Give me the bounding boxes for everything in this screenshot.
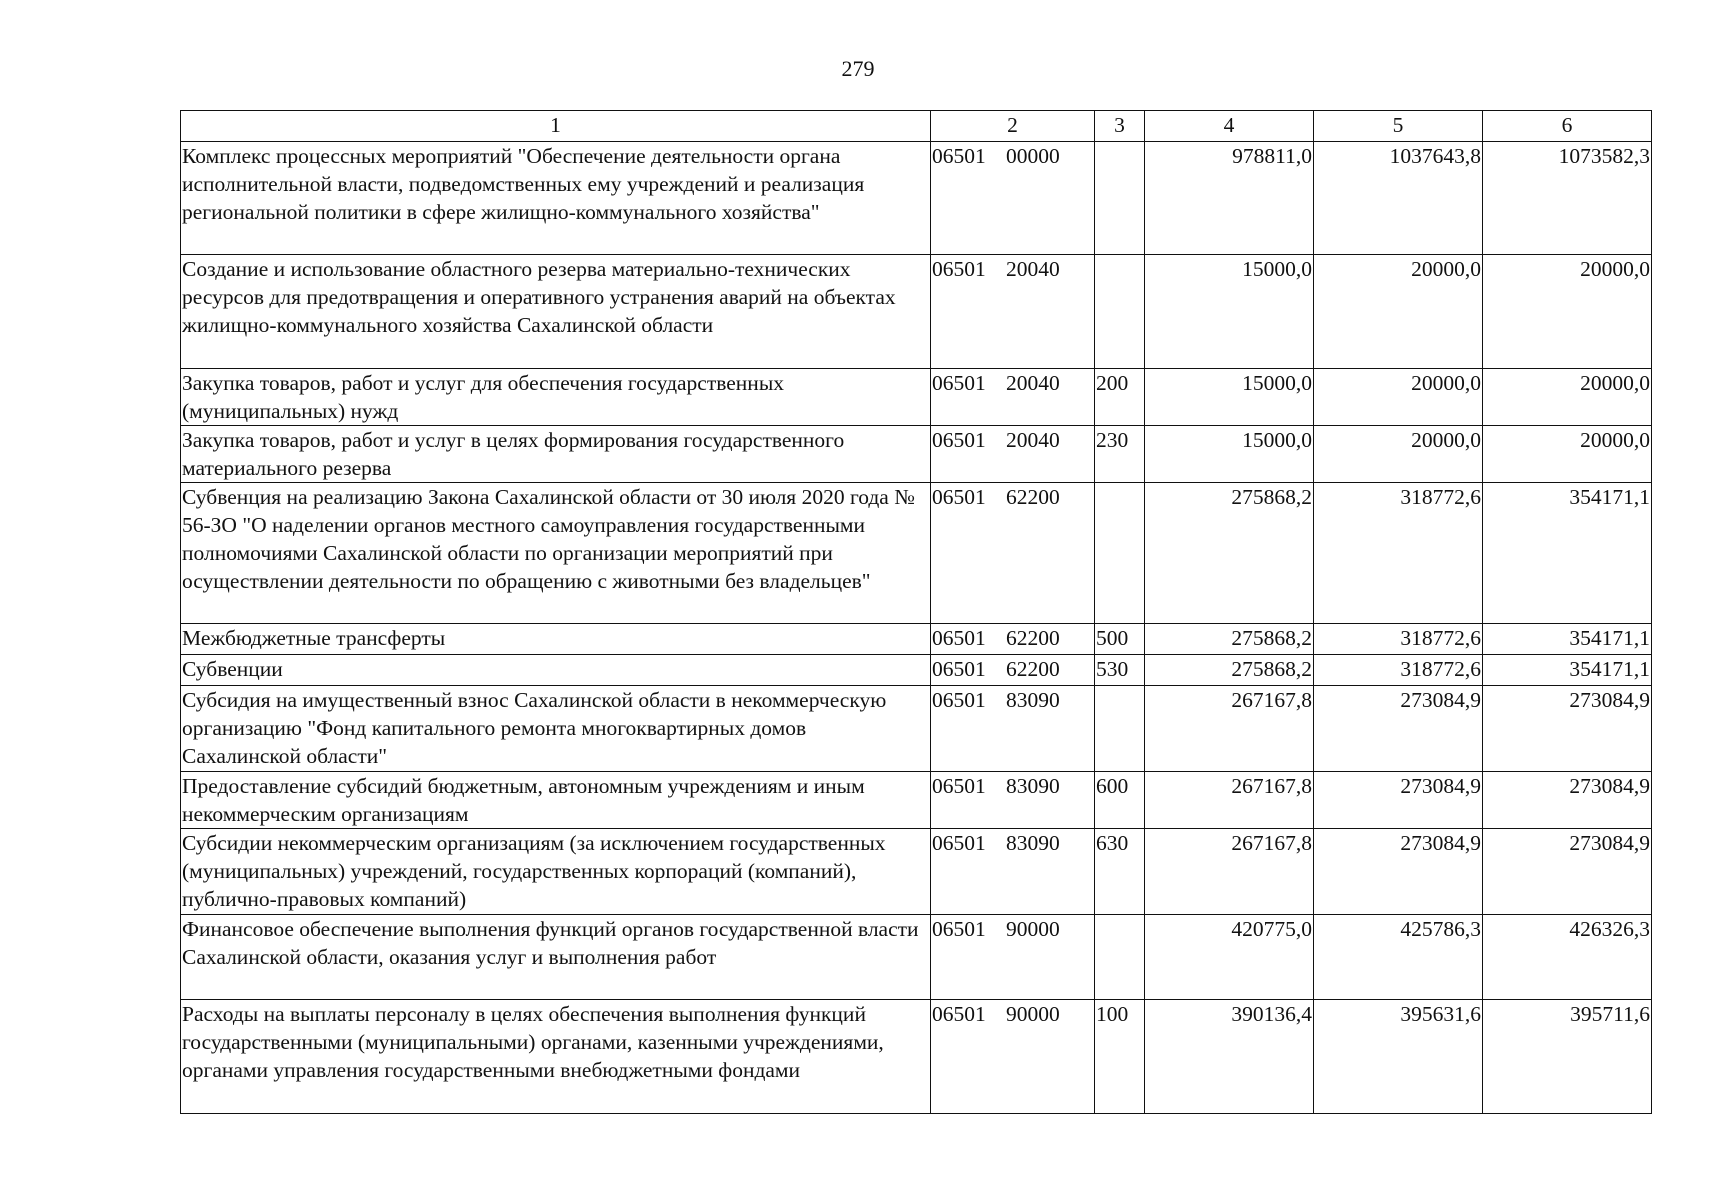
row-target-code bbox=[931, 686, 1095, 772]
row-expense-type: 630 bbox=[1095, 829, 1145, 915]
row-expense-type bbox=[1095, 483, 1145, 624]
header-col-1: 1 bbox=[181, 111, 931, 142]
table-row bbox=[181, 1000, 1652, 1114]
row-value-col6: 395711,6 bbox=[1483, 1000, 1652, 1114]
row-value-col4: 390136,4 bbox=[1145, 1000, 1314, 1114]
table-row bbox=[181, 772, 1652, 829]
row-name: Комплекс процессных мероприятий "Обеспечение деятельности органа исполнительной власти, подведомственных ему учреждений и реализация региональной политики в сфере жилищно-коммунального хозяйства" bbox=[181, 142, 931, 255]
code-direction: 62200 bbox=[1006, 485, 1060, 509]
row-value-col4: 267167,8 bbox=[1145, 772, 1314, 829]
table-row bbox=[181, 915, 1652, 1000]
row-value-col4: 275868,2 bbox=[1145, 624, 1314, 655]
code-program: 06501 bbox=[932, 831, 986, 855]
row-value-col6: 354171,1 bbox=[1483, 655, 1652, 686]
row-target-code bbox=[931, 255, 1095, 369]
row-value-col4: 15000,0 bbox=[1145, 426, 1314, 483]
row-value-col6: 354171,1 bbox=[1483, 624, 1652, 655]
row-value-col4: 267167,8 bbox=[1145, 686, 1314, 772]
row-value-col6: 1073582,3 bbox=[1483, 142, 1652, 255]
code-program: 06501 bbox=[932, 657, 986, 681]
code-direction: 83090 bbox=[1006, 831, 1060, 855]
row-value-col4: 15000,0 bbox=[1145, 255, 1314, 369]
row-name: Закупка товаров, работ и услуг для обеспечения государственных (муниципальных) нужд bbox=[181, 369, 931, 426]
row-expense-type: 200 bbox=[1095, 369, 1145, 426]
header-col-6: 6 bbox=[1483, 111, 1652, 142]
row-value-col4: 978811,0 bbox=[1145, 142, 1314, 255]
row-expense-type: 100 bbox=[1095, 1000, 1145, 1114]
table-row bbox=[181, 142, 1652, 255]
header-col-5: 5 bbox=[1314, 111, 1483, 142]
row-name: Субвенции bbox=[181, 655, 931, 686]
code-program: 06501 bbox=[932, 774, 986, 798]
row-value-col6: 426326,3 bbox=[1483, 915, 1652, 1000]
code-program: 06501 bbox=[932, 428, 986, 452]
row-name: Субсидия на имущественный взнос Сахалинской области в некоммерческую организацию "Фонд капитального ремонта многоквартирных домов Сахалинской области" bbox=[181, 686, 931, 772]
table-header-row bbox=[181, 111, 1652, 142]
row-value-col4: 275868,2 bbox=[1145, 483, 1314, 624]
row-value-col5: 20000,0 bbox=[1314, 255, 1483, 369]
row-value-col5: 425786,3 bbox=[1314, 915, 1483, 1000]
row-value-col5: 273084,9 bbox=[1314, 829, 1483, 915]
code-program: 06501 bbox=[932, 257, 986, 281]
row-value-col6: 273084,9 bbox=[1483, 686, 1652, 772]
row-value-col5: 395631,6 bbox=[1314, 1000, 1483, 1114]
code-direction: 83090 bbox=[1006, 774, 1060, 798]
table-row bbox=[181, 369, 1652, 426]
row-expense-type bbox=[1095, 142, 1145, 255]
code-direction: 20040 bbox=[1006, 428, 1060, 452]
row-name: Субвенция на реализацию Закона Сахалинской области от 30 июля 2020 года № 56-ЗО "О наделении органов местного самоуправления государственными полномочиями Сахалинской области по организации мероприятий при осуществлении деятельности по обращению с животными без владельцев" bbox=[181, 483, 931, 624]
row-value-col5: 20000,0 bbox=[1314, 369, 1483, 426]
row-value-col6: 273084,9 bbox=[1483, 829, 1652, 915]
table-row bbox=[181, 655, 1652, 686]
table-row bbox=[181, 624, 1652, 655]
row-target-code bbox=[931, 772, 1095, 829]
table-row bbox=[181, 426, 1652, 483]
row-value-col5: 1037643,8 bbox=[1314, 142, 1483, 255]
table-row bbox=[181, 483, 1652, 624]
code-direction: 00000 bbox=[1006, 144, 1060, 168]
row-value-col6: 20000,0 bbox=[1483, 426, 1652, 483]
row-value-col6: 20000,0 bbox=[1483, 255, 1652, 369]
row-name: Финансовое обеспечение выполнения функций органов государственной власти Сахалинской области, оказания услуг и выполнения работ bbox=[181, 915, 931, 1000]
row-value-col5: 318772,6 bbox=[1314, 655, 1483, 686]
code-program: 06501 bbox=[932, 371, 986, 395]
code-direction: 20040 bbox=[1006, 257, 1060, 281]
row-expense-type: 600 bbox=[1095, 772, 1145, 829]
code-direction: 90000 bbox=[1006, 1002, 1060, 1026]
row-target-code bbox=[931, 655, 1095, 686]
table-row bbox=[181, 829, 1652, 915]
code-program: 06501 bbox=[932, 917, 986, 941]
code-direction: 62200 bbox=[1006, 626, 1060, 650]
code-program: 06501 bbox=[932, 144, 986, 168]
table-row bbox=[181, 686, 1652, 772]
row-target-code bbox=[931, 369, 1095, 426]
code-direction: 83090 bbox=[1006, 688, 1060, 712]
row-value-col4: 275868,2 bbox=[1145, 655, 1314, 686]
row-name: Создание и использование областного резерва материально-технических ресурсов для предотвращения и оперативного устранения аварий на объектах жилищно-коммунального хозяйства Сахалинской области bbox=[181, 255, 931, 369]
row-target-code bbox=[931, 142, 1095, 255]
row-value-col6: 273084,9 bbox=[1483, 772, 1652, 829]
code-direction: 90000 bbox=[1006, 917, 1060, 941]
row-target-code bbox=[931, 624, 1095, 655]
row-target-code bbox=[931, 1000, 1095, 1114]
code-direction: 20040 bbox=[1006, 371, 1060, 395]
row-value-col5: 318772,6 bbox=[1314, 624, 1483, 655]
row-value-col5: 273084,9 bbox=[1314, 686, 1483, 772]
row-value-col4: 15000,0 bbox=[1145, 369, 1314, 426]
code-program: 06501 bbox=[932, 688, 986, 712]
budget-table bbox=[180, 110, 1652, 1114]
row-expense-type: 230 bbox=[1095, 426, 1145, 483]
page-number: 279 bbox=[841, 56, 875, 81]
row-expense-type bbox=[1095, 255, 1145, 369]
row-name: Расходы на выплаты персоналу в целях обеспечения выполнения функций государственными (муниципальными) органами, казенными учреждениями, органами управления государственными внебюджетными фондами bbox=[181, 1000, 931, 1114]
row-name: Предоставление субсидий бюджетным, автономным учреждениям и иным некоммерческим организациям bbox=[181, 772, 931, 829]
row-value-col6: 20000,0 bbox=[1483, 369, 1652, 426]
row-expense-type: 530 bbox=[1095, 655, 1145, 686]
row-target-code bbox=[931, 483, 1095, 624]
row-target-code bbox=[931, 829, 1095, 915]
row-name: Субсидии некоммерческим организациям (за исключением государственных (муниципальных) учреждений, государственных корпораций (компаний), публично-правовых компаний) bbox=[181, 829, 931, 915]
code-program: 06501 bbox=[932, 626, 986, 650]
header-col-3: 3 bbox=[1095, 111, 1145, 142]
row-name: Закупка товаров, работ и услуг в целях формирования государственного материального резерва bbox=[181, 426, 931, 483]
row-value-col6: 354171,1 bbox=[1483, 483, 1652, 624]
row-value-col4: 420775,0 bbox=[1145, 915, 1314, 1000]
row-value-col5: 273084,9 bbox=[1314, 772, 1483, 829]
row-value-col5: 20000,0 bbox=[1314, 426, 1483, 483]
code-program: 06501 bbox=[932, 485, 986, 509]
row-expense-type bbox=[1095, 686, 1145, 772]
header-col-2: 2 bbox=[931, 111, 1095, 142]
code-direction: 62200 bbox=[1006, 657, 1060, 681]
row-expense-type: 500 bbox=[1095, 624, 1145, 655]
header-col-4: 4 bbox=[1145, 111, 1314, 142]
row-value-col4: 267167,8 bbox=[1145, 829, 1314, 915]
row-value-col5: 318772,6 bbox=[1314, 483, 1483, 624]
row-name: Межбюджетные трансферты bbox=[181, 624, 931, 655]
code-program: 06501 bbox=[932, 1002, 986, 1026]
row-target-code bbox=[931, 426, 1095, 483]
table-row bbox=[181, 255, 1652, 369]
row-target-code bbox=[931, 915, 1095, 1000]
row-expense-type bbox=[1095, 915, 1145, 1000]
